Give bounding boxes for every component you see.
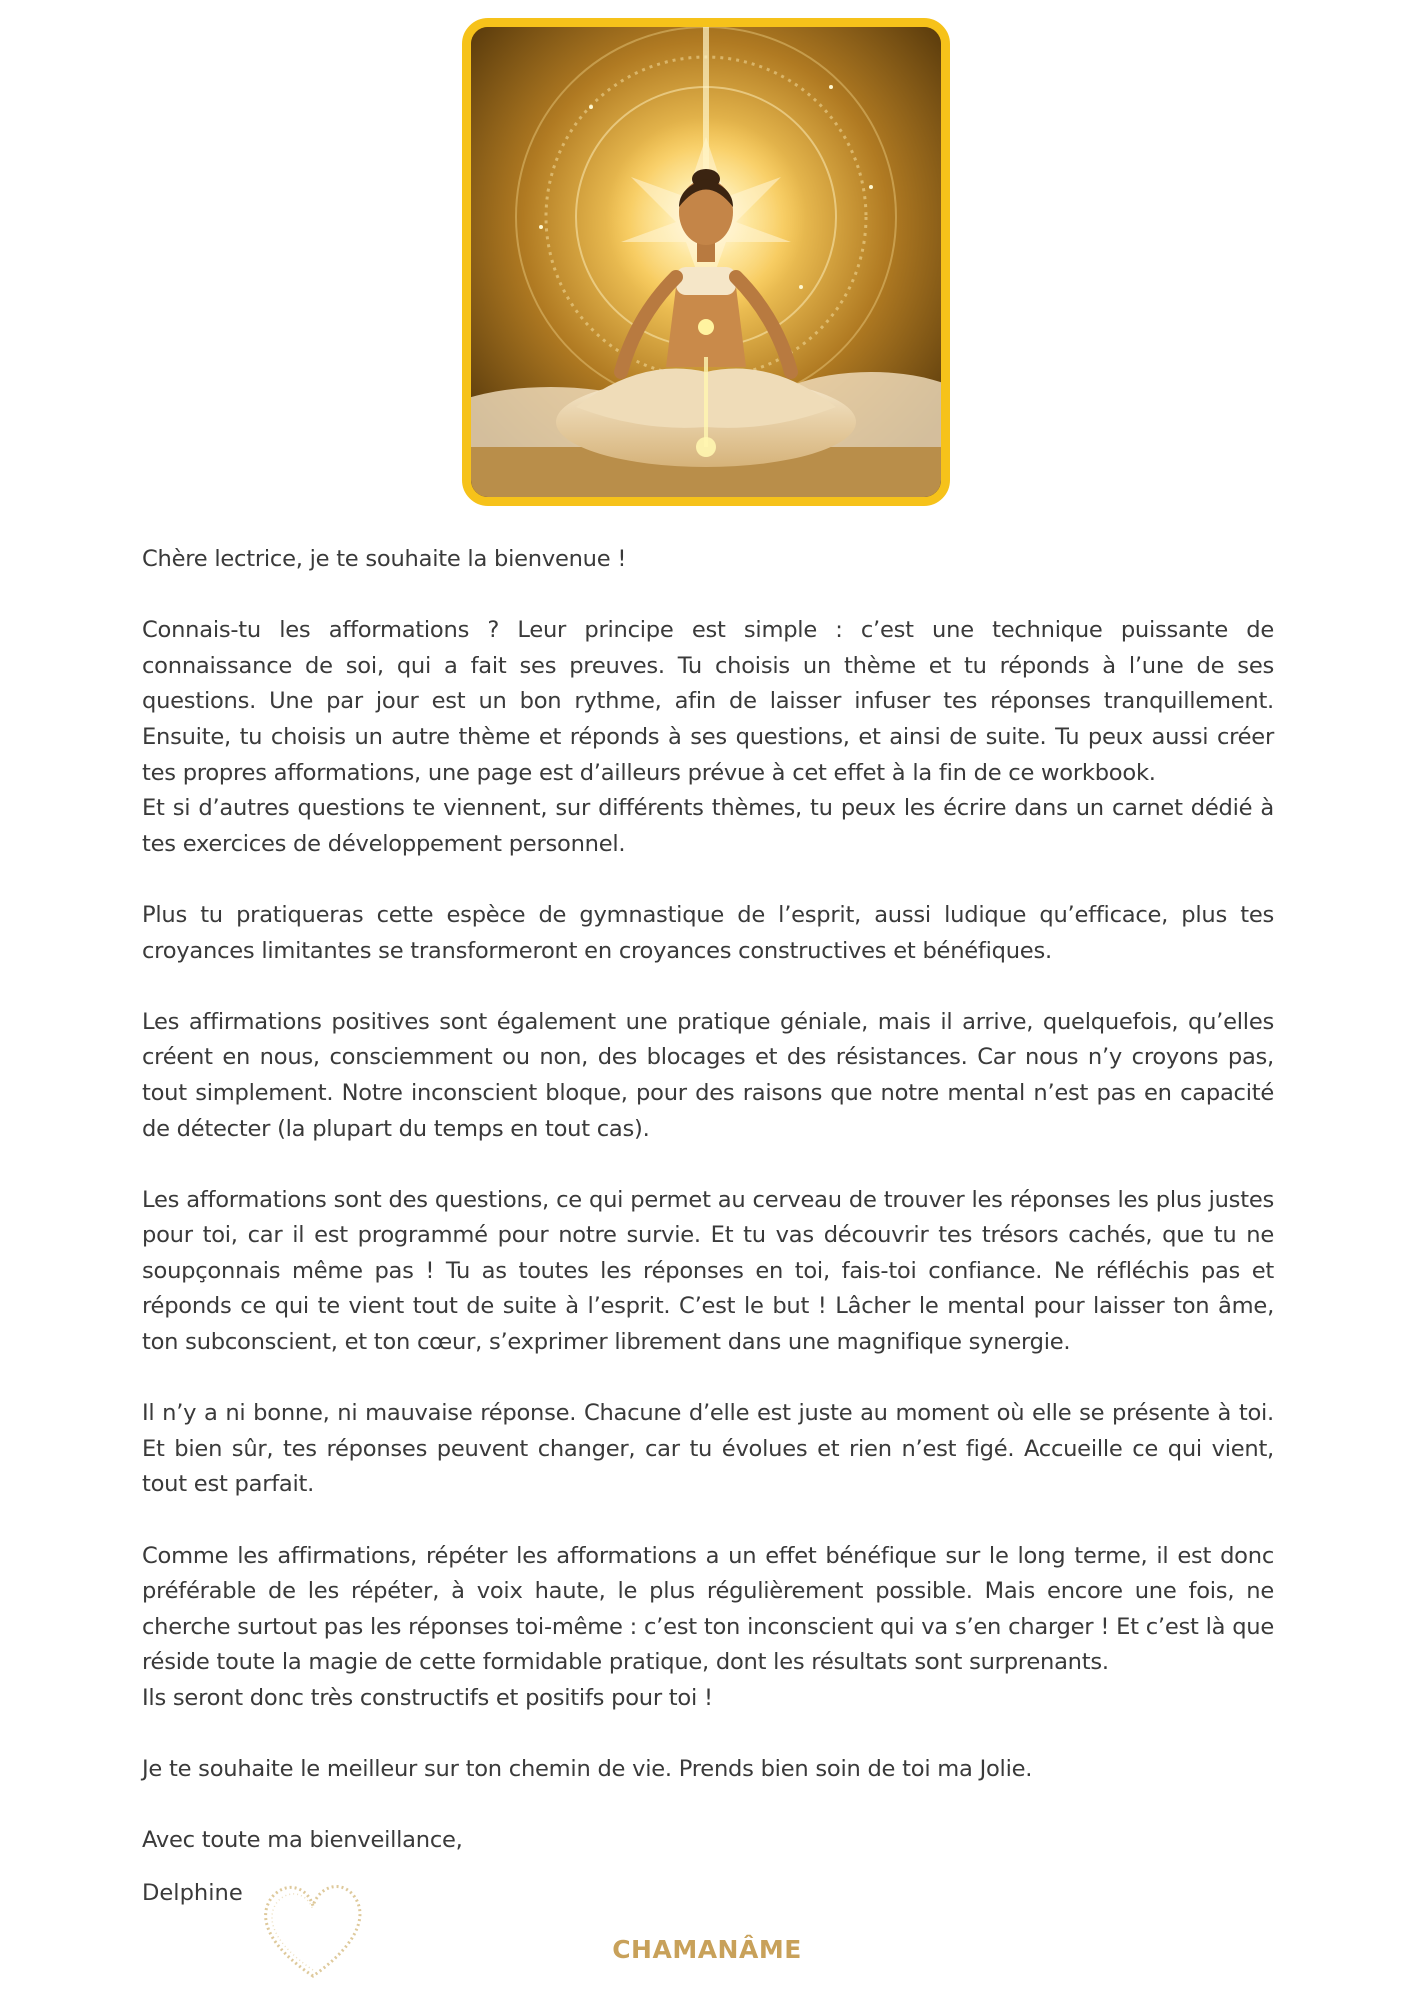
paragraph-repetition-text: Comme les affirmations, répéter les afformations a un effet bénéfique sur le long terme, il est donc préférable de les répéter, à voix haute, le plus régulièrement possible. Mais encore une fois, ne cherche surtout pas les réponses toi-même : c’est ton inconscient qui va s’en charger ! Et c’est là que réside toute la magie de cette formidable pratique, dont les résultats sont surprenants. Ils seront donc très constructifs et positifs pour toi ! (142, 1542, 1274, 1711)
paragraph-affirmations: Les affirmations positives sont également une pratique géniale, mais il arrive, quelquefois, qu’elles créent en nous, consciemment ou non, des blocages et des résistances. Car nous n’y croyons pas, tout simplement. Notre inconscient bloque, pour des raisons que notre mental n’est pas en capacité de détecter (la plupart du temps en tout cas). (142, 1008, 1274, 1142)
paragraph-wishes: Je te souhaite le meilleur sur ton chemin de vie. Prends bien soin de toi ma Jolie. (142, 1756, 1033, 1783)
paragraph-questions: Les afformations sont des questions, ce qui permet au cerveau de trouver les réponses les plus justes pour toi, car il est programmé pour notre survie. Et tu vas découvrir tes trésors cachés, que tu ne soupçonnais même pas ! Tu as toutes les réponses en toi, fais-toi confiance. Ne réfléchis pas et réponds ce qui te vient tout de suite à l’esprit. C’est le but ! Lâcher le mental pour laisser ton âme, ton subconscient, et ton cœur, s’exprimer librement dans une magnifique synergie. (142, 1186, 1274, 1356)
signature: Delphine (142, 1880, 243, 1906)
signature-row (142, 1880, 243, 1906)
brand-logo: CHAMANÂME (612, 1935, 802, 1964)
paragraph-gymnastics: Plus tu pratiqueras cette espèce de gymnastique de l’esprit, aussi ludique qu’efficace, plus tes croyances limitantes se transformeront en croyances constructives et bénéfiques. (142, 901, 1274, 964)
greeting: Chère lectrice, je te souhaite la bienvenue ! (142, 546, 627, 572)
closing: Avec toute ma bienveillance, (142, 1827, 463, 1854)
paragraph-no-wrong-answer: Il n’y a ni bonne, ni mauvaise réponse. Chacune d’elle est juste au moment où elle se présente à toi. Et bien sûr, tes réponses peuvent changer, car tu évolues et rien n’est figé. Accueille ce qui vient, tout est parfait. (142, 1400, 1274, 1498)
paragraph-afformations-intro-text: Connais-tu les afformations ? Leur principe est simple : c’est une technique puissante de connaissance de soi, qui a fait ses preuves. Tu choisis un thème et tu réponds à l’une de ses questions. Une par jour est un bon rythme, afin de laisser infuser tes réponses tranquillement. Ensuite, tu choisis un autre thème et réponds à ses questions, et ainsi de suite. Tu peux aussi créer tes propres afformations, une page est d’ailleurs prévue à cet effet à la fin de ce workbook. Et si d’autres questions te viennent, sur différents thèmes, tu peux les écrire dans un carnet dédié à tes exercices de développement personnel. (142, 617, 1274, 857)
paragraph-afformations-intro (142, 613, 1274, 862)
letter-body (142, 542, 1274, 1895)
paragraph-repetition (142, 1539, 1274, 1717)
heart-icon (248, 1866, 378, 1996)
meditation-illustration (462, 18, 950, 506)
